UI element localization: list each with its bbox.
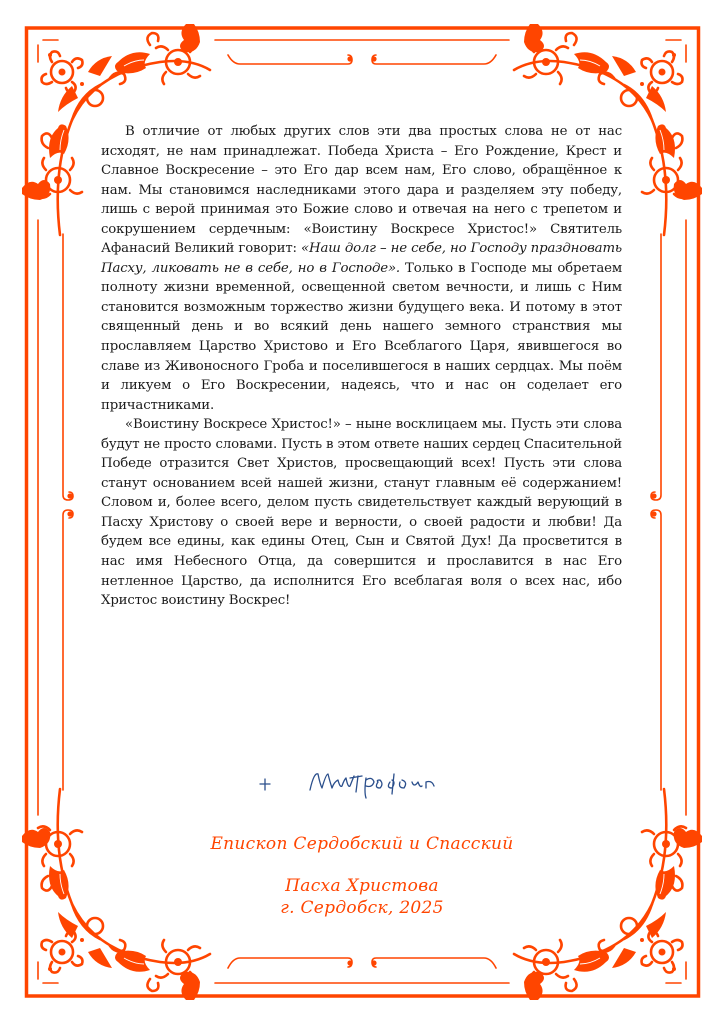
frame-inner-line-top (228, 55, 352, 64)
bishop-title: Епископ Сердобский и Спасский (210, 834, 514, 854)
place-date-line: г. Сердобск, 2025 (280, 898, 444, 918)
athanasius-quote: «Наш долг – не себе, но Господу праздновать Пасху, ликовать не в себе, но в Господе». (101, 241, 622, 276)
letter-body (101, 122, 622, 611)
signature-cross-icon (260, 779, 270, 790)
signature (250, 764, 460, 804)
frame-inner-line-right (651, 234, 661, 500)
paragraph-1 (101, 122, 622, 415)
signature-name-stroke (310, 774, 434, 798)
frame-inner-line-bottom (228, 958, 352, 968)
paragraph-2: «Воистину Воскресе Христос!» – ныне восклицаем мы. Пусть эти слова будут не просто словами. Пусть в этом ответе наших сердец Спасительной Победе отразится Свет Христов, просвещающий всех! Пусть эти слова станут основанием всей нашей жизни, станут главным её содержанием! Словом и, более всего, делом пусть свидетельствует каждый верующий в Пасху Христову о своей вере и верности, о своей радости и любви! Да будем все едины, как едины Отец, Сын и Святой Дух! Да просветится в нас имя Небесного Отца, да совершится и прославится в нас Его нетленное Царство, да исполнится Его всеблагая воля о всех нас, ибо Христос воистину Воскрес! (101, 417, 622, 609)
frame-inner-line-left (63, 234, 73, 500)
paragraph-1-rest: Только в Господе мы обретаем полноту жизни временной, освещенной светом вечности, и лишь с Ним становится возможным торжество жизни будущего века. И потому в этот священный день и во всякий день нашего земного странствия мы прославляем Царство Христово и Его Всеблагого Царя, явившегося во славе из Живоносного Гроба и поселившегося в наших сердцах. Мы поём и ликуем о Его Воскресении, надеясь, что и нас он соделает его причастниками. (101, 260, 623, 413)
occasion-line: Пасха Христова (285, 876, 439, 896)
paragraph-1-intro: В отличие от любых других слов эти два простых слова не от нас исходят, не нам принадлежат. Победа Христа – Его Рождение, Крест и Славное Воскресение – это Его дар всем нам, Его слово, обращённое к нам. Мы становимся наследниками этого дара и разделяем эту победу, лишь с верой принимая это Божие слово и отвечая на него с трепетом и сокрушением сердечным: «Воистину Воскресе Христос!» Святитель Афанасий Великий говорит: (101, 124, 622, 257)
